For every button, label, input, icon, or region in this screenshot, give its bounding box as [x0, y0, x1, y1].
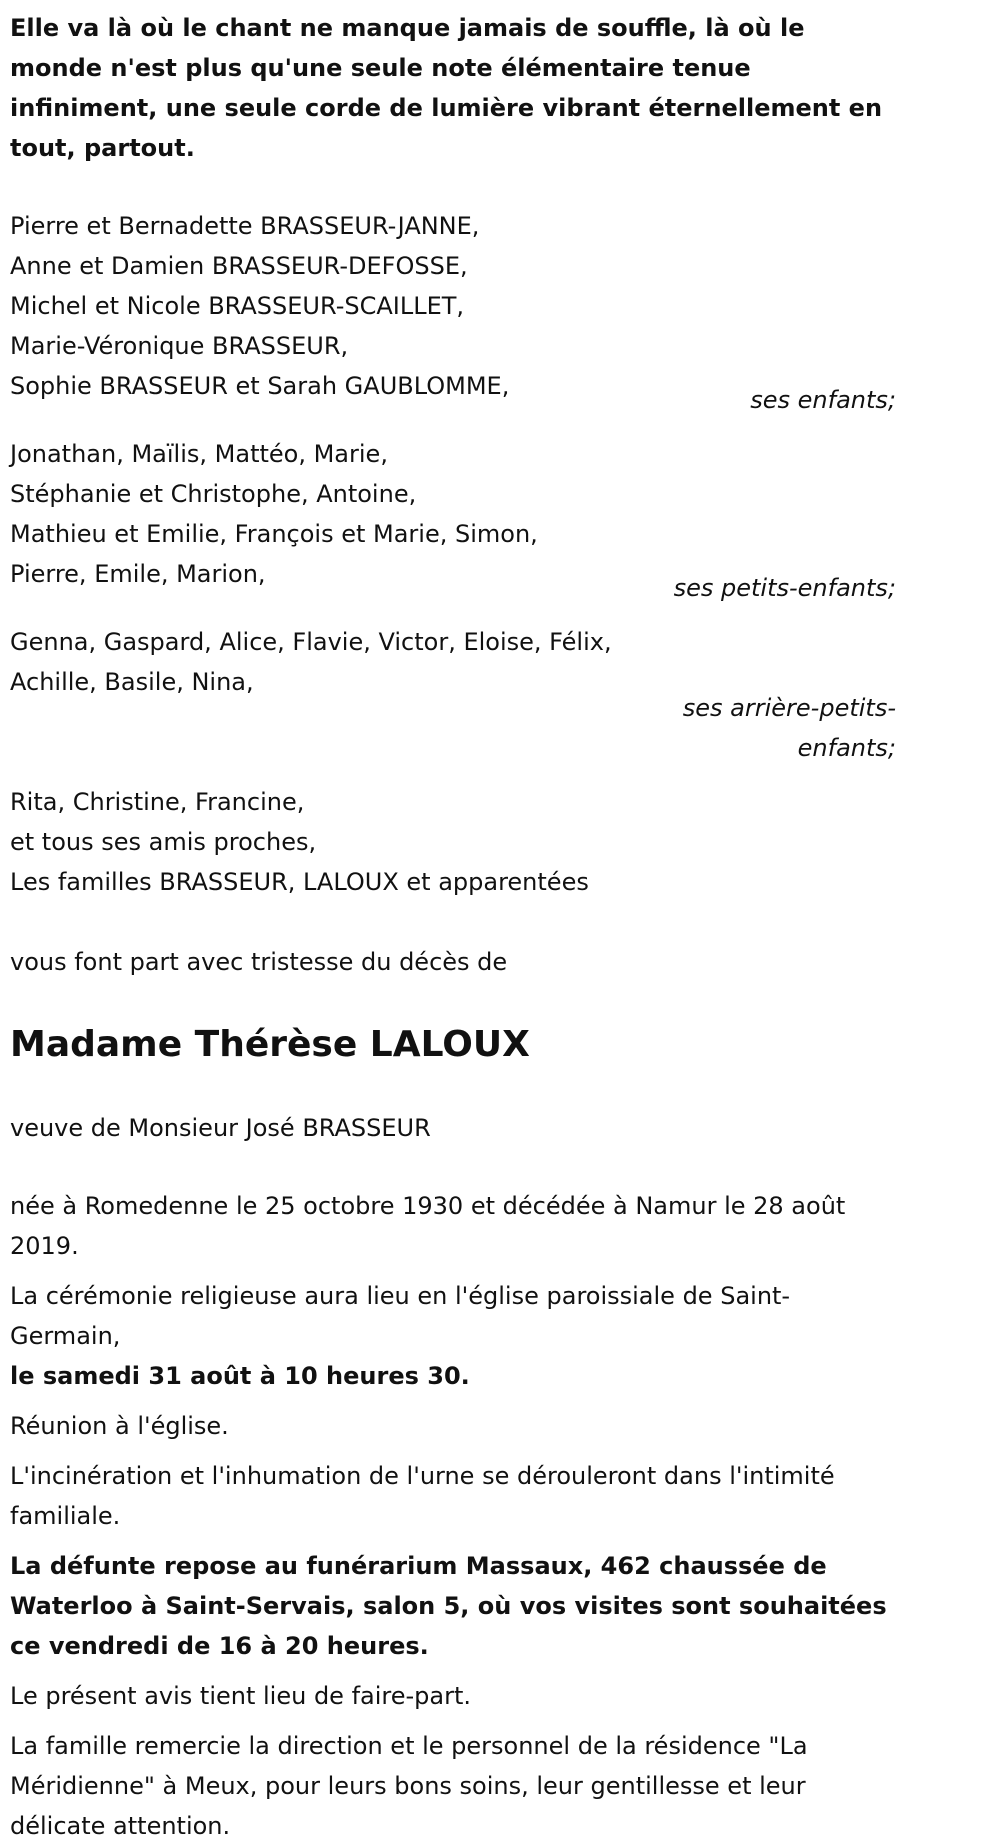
ceremony-time: le samedi 31 août à 10 heures 30. [10, 1362, 470, 1390]
announcement: vous font part avec tristesse du décès de [10, 948, 508, 976]
list-item: Pierre et Bernadette BRASSEUR-JANNE, [10, 212, 480, 240]
deceased-name: Madame Thérèse LALOUX [10, 1024, 530, 1065]
funeral-home-info: La défunte repose au funérarium Massaux, 462 chaussée de Waterloo à Saint-Servais, salon 5, où vos visites sont souhaitées ce vendredi de 16 à 20 heures. [10, 1552, 887, 1660]
role-line: enfants; [797, 734, 896, 762]
list-item: Sophie BRASSEUR et Sarah GAUBLOMME, [10, 372, 510, 400]
list-item: Anne et Damien BRASSEUR-DEFOSSE, [10, 252, 468, 280]
list-item: Michel et Nicole BRASSEUR-SCAILLET, [10, 292, 465, 320]
ceremony-text: La cérémonie religieuse aura lieu en l'église paroissiale de Saint-Germain, [10, 1282, 791, 1350]
grandchildren-role: ses petits-enfants; [673, 574, 896, 602]
list-item: Rita, Christine, Francine, [10, 788, 305, 816]
thanks-text: La famille remercie la direction et le personnel de la résidence "La Méridienne" à Meux, pour leurs bons soins, leur gentillesse et leur délicate attention. [10, 1732, 808, 1840]
list-item: Mathieu et Emilie, François et Marie, Simon, [10, 520, 538, 548]
opening-quote: Elle va là où le chant ne manque jamais de souffle, là où le monde n'est plus qu'une seule note élémentaire tenue infiniment, une seule corde de lumière vibrant éternellement en tout, partout. [10, 14, 883, 162]
others-list [10, 782, 896, 902]
role-line: ses arrière-petits- [682, 694, 896, 722]
meeting-info: Réunion à l'église. [10, 1412, 229, 1440]
list-item: Genna, Gaspard, Alice, Flavie, Victor, Eloise, Félix, [10, 628, 612, 656]
list-item: Jonathan, Maïlis, Mattéo, Marie, [10, 440, 388, 468]
list-item: Marie-Véronique BRASSEUR, [10, 332, 349, 360]
list-item: et tous ses amis proches, [10, 828, 317, 856]
list-item: Les familles BRASSEUR, LALOUX et apparentées [10, 868, 589, 896]
birth-death: née à Romedenne le 25 octobre 1930 et décédée à Namur le 28 août 2019. [10, 1192, 846, 1260]
children-role: ses enfants; [750, 386, 896, 414]
widow-of: veuve de Monsieur José BRASSEUR [10, 1114, 431, 1142]
notice-text: Le présent avis tient lieu de faire-part. [10, 1682, 472, 1710]
list-item: Pierre, Emile, Marion, [10, 560, 266, 588]
cremation-info: L'incinération et l'inhumation de l'urne se dérouleront dans l'intimité familiale. [10, 1462, 835, 1530]
children-list [10, 206, 896, 406]
ceremony-info [10, 1276, 896, 1396]
list-item: Stéphanie et Christophe, Antoine, [10, 480, 417, 508]
list-item: Achille, Basile, Nina, [10, 668, 254, 696]
